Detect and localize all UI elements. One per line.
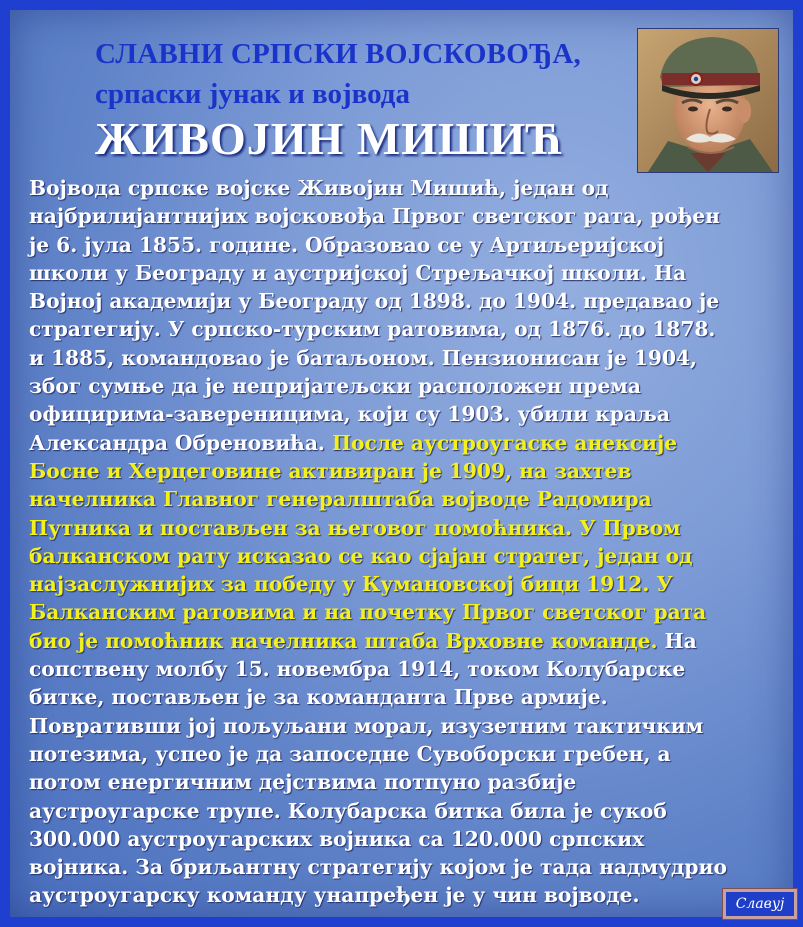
plain-text: официрима-завереницима, који су 1903. убили краља [29, 402, 670, 427]
text-line [29, 259, 793, 287]
text-line [29, 825, 793, 853]
highlighted-text: Босне и Херцеговине активиран је 1909, на захтев [29, 458, 632, 483]
biography-text [29, 174, 793, 910]
text-line [29, 598, 793, 626]
text-line [29, 712, 793, 740]
text-line [29, 853, 793, 881]
plain-text: 300.000 аустроугарских војника са 120.000 српских [29, 826, 645, 851]
text-line [29, 683, 793, 711]
highlighted-text: Путника и постављен за његовог помоћника. У Првом [29, 515, 681, 540]
text-line [29, 372, 793, 400]
text-line [29, 315, 793, 343]
highlighted-text: начелника Главног генералштаба војводе Радомира [29, 487, 652, 512]
plain-text: потом енергичним дејствима потпуно разбије [29, 770, 577, 795]
text-line [29, 457, 793, 485]
text-line [29, 429, 793, 457]
text-line [29, 881, 793, 909]
text-line [29, 542, 793, 570]
text-line [29, 797, 793, 825]
plain-text: На [657, 628, 697, 653]
title-name: ЖИВОЈИН МИШИЋ [95, 113, 565, 164]
text-line [29, 202, 793, 230]
plain-text: сопствену молбу 15. новембра 1914, током Колубарске [29, 657, 686, 682]
plain-text: најбрилијантнијих војсковођа Првог светског рата, рођен [29, 204, 720, 229]
highlighted-text: Балканским ратовима и на почетку Првог светског рата [29, 600, 707, 625]
plain-text: Војвода српске војске Живојин Мишић, један од [29, 176, 609, 200]
portrait-of-general-icon [638, 29, 778, 172]
plain-text: стратегију. У српско-турским ратовима, од 1876. до 1878. [29, 317, 716, 342]
plain-text: потезима, успео је да запоседне Сувоборски гребен, а [29, 741, 671, 766]
text-line [29, 740, 793, 768]
plain-text: Војној академији у Београду од 1898. до 1904. предавао је [29, 289, 720, 314]
plain-text: Александра Обреновића. [29, 430, 325, 455]
highlighted-text: најзаслужнијих за победу у Кумановској бици 1912. У [29, 572, 673, 597]
text-line [29, 231, 793, 259]
content-panel [10, 10, 793, 917]
text-line [29, 514, 793, 542]
plain-text: аустроугарске трупе. Колубарска битка била је сукоб [29, 798, 667, 823]
portrait-image [637, 28, 779, 173]
plain-text: школи у Београду и аустријској Стрељачкој школи. На [29, 260, 687, 285]
plain-text: је 6. јула 1855. године. Образовао се у Артиљеријској [29, 232, 665, 257]
title-line-2: српаски јунак и војвода [95, 78, 410, 110]
text-line [29, 655, 793, 683]
plain-text: и 1885, командовао је батаљоном. Пензионисан је 1904, [29, 345, 698, 370]
text-line [29, 768, 793, 796]
text-line [29, 174, 793, 202]
text-line [29, 287, 793, 315]
highlighted-text: био је помоћник начелника штаба Врховне команде. [29, 628, 658, 653]
text-line [29, 570, 793, 598]
signature-badge: Славуј [723, 889, 797, 919]
highlighted-text: После аустроугаске анексије [324, 430, 678, 455]
plain-text: битке, постављен је за команданта Прве армије. [29, 685, 608, 710]
text-line [29, 485, 793, 513]
title-line-1: СЛАВНИ СРПСКИ ВОЈСКОВОЂА, [95, 38, 581, 70]
plain-text: аустроугарску команду унапређен је у чин војводе. [29, 883, 640, 908]
text-line [29, 627, 793, 655]
plain-text: због сумње да је непријатељски расположен према [29, 374, 641, 399]
text-line [29, 400, 793, 428]
plain-text: војника. За бриљантну стратегију којом је тада надмудрио [29, 855, 727, 880]
plain-text: Повративши јој пољуљани морал, изузетним тактичким [29, 713, 704, 738]
highlighted-text: балканском рату исказао се као сјајан стратег, један од [29, 543, 693, 568]
text-line [29, 344, 793, 372]
